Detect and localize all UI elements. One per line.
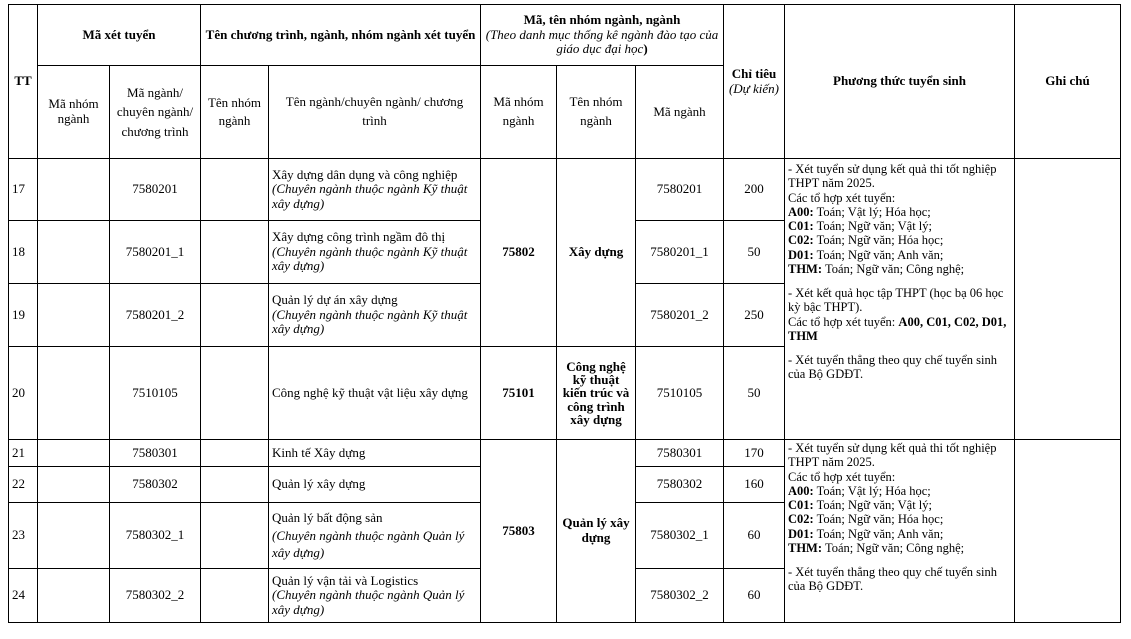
cell-ten-nhom	[201, 284, 269, 347]
cell-ma: 7580302_2	[110, 569, 201, 623]
subheader-ma-nganh-chuyen: Mã ngành/ chuyên ngành/ chương trình	[110, 66, 201, 159]
program-name: Xây dựng công trình ngầm đô thị	[272, 229, 446, 245]
cell-ten-nhom	[201, 569, 269, 623]
cell-ma: 7510105	[110, 347, 201, 440]
method-2-d01: Toán; Ngữ văn; Anh văn;	[816, 526, 944, 541]
header-tt: TT	[9, 5, 38, 159]
method-2-thm: Toán; Ngữ văn; Công nghệ;	[824, 540, 965, 555]
cell-tt: 19	[9, 284, 38, 347]
cell-chi-tieu: 50	[724, 221, 785, 284]
group-name-cong-nghe: Công nghệ kỹ thuật kiến trúc và công trình xây dựng	[557, 347, 636, 440]
subheader-ma-nganh: Mã ngành	[636, 66, 724, 159]
cell-ma-nhom	[38, 347, 110, 440]
method-2-thm-code: THM:	[788, 540, 823, 555]
method-1-hoc-ba-tohop: A00, C01, C02, D01, THM	[788, 314, 1007, 343]
method-1-d01: Toán; Ngữ văn; Anh văn;	[816, 247, 944, 262]
cell-ma: 7580201	[110, 159, 201, 221]
method-1-hoc-ba-label: Các tổ hợp xét tuyển:	[788, 314, 896, 329]
header-ma-xet-tuyen: Mã xét tuyển	[38, 5, 201, 66]
program-name: Quản lý vận tải và Logistics	[272, 572, 419, 588]
admissions-table-container	[8, 4, 1121, 623]
method-1-c01-code: C01:	[788, 219, 814, 233]
method-1-d01-code: D01:	[788, 247, 814, 262]
cell-ma: 7580302_1	[110, 503, 201, 569]
subheader-ten-nganh-chuyen: Tên ngành/chuyên ngành/ chương trình	[269, 66, 481, 159]
cell-ma: 7580301	[110, 440, 201, 467]
method-1-tohop-label: Các tổ hợp xét tuyển:	[788, 190, 896, 205]
method-1-thm: Toán; Ngữ văn; Công nghệ;	[824, 261, 965, 276]
cell-chi-tieu: 170	[724, 440, 785, 467]
method-1-thang: - Xét tuyển thẳng theo quy chế tuyển sinh của Bộ GDĐT.	[788, 353, 997, 382]
cell-tt: 20	[9, 347, 38, 440]
header-chi-tieu	[724, 5, 785, 159]
cell-ten-nganh	[269, 569, 481, 623]
header-ghi-chu: Ghi chú	[1015, 5, 1121, 159]
group-code-75101: 75101	[481, 347, 557, 440]
method-2-a00-code: A00:	[788, 483, 814, 498]
cell-chi-tieu: 60	[724, 569, 785, 623]
cell-ten-nganh: Quản lý xây dựng	[269, 467, 481, 503]
cell-ma-nganh: 7580201_1	[636, 221, 724, 284]
method-2-c01: Toán; Ngữ văn; Vật lý;	[816, 498, 932, 512]
cell-tt: 23	[9, 503, 38, 569]
cell-ma-nhom	[38, 440, 110, 467]
header-du-kien: (Dự kiến)	[728, 80, 780, 96]
method-2-thang: - Xét tuyển thẳng theo quy chế tuyển sinh của Bộ GDĐT.	[788, 565, 997, 594]
cell-chi-tieu: 160	[724, 467, 785, 503]
admissions-table	[8, 4, 1121, 623]
method-2-a00: Toán; Vật lý; Hóa học;	[816, 483, 931, 498]
cell-ma: 7580201_2	[110, 284, 201, 347]
cell-ma-nhom	[38, 221, 110, 284]
cell-chi-tieu: 50	[724, 347, 785, 440]
cell-ma-nganh: 7580301	[636, 440, 724, 467]
cell-ma-nhom	[38, 503, 110, 569]
subheader-ten-nhom-nganh-2: Tên nhóm ngành	[557, 66, 636, 159]
subheader-ma-nhom-nganh: Mã nhóm ngành	[38, 66, 110, 159]
method-2-thpt: - Xét tuyển sử dụng kết quả thi tốt nghiệp THPT năm 2025.	[788, 441, 997, 470]
program-note: (Chuyên ngành thuộc ngành Quản lý xây dựng)	[272, 527, 465, 561]
cell-ma-nganh: 7580302_1	[636, 503, 724, 569]
cell-ten-nhom	[201, 440, 269, 467]
cell-tt: 22	[9, 467, 38, 503]
method-1-thpt: - Xét tuyển sử dụng kết quả thi tốt nghiệp THPT năm 2025.	[788, 162, 997, 191]
cell-chi-tieu: 200	[724, 159, 785, 221]
method-1-a00: Toán; Vật lý; Hóa học;	[816, 204, 931, 219]
cell-ten-nganh	[269, 503, 481, 569]
cell-ma-nhom	[38, 159, 110, 221]
ghi-chu-1	[1015, 159, 1121, 440]
table-row	[9, 440, 1121, 467]
header-ten-chuong-trinh: Tên chương trình, ngành, nhóm ngành xét tuyển	[201, 5, 481, 66]
group-code-75802: 75802	[481, 159, 557, 347]
group-name-xay-dung: Xây dựng	[557, 159, 636, 347]
cell-tt: 18	[9, 221, 38, 284]
cell-ma-nganh: 7580201	[636, 159, 724, 221]
cell-ma-nganh: 7580201_2	[636, 284, 724, 347]
cell-ten-nganh	[269, 159, 481, 221]
program-note: (Chuyên ngành thuộc ngành Kỹ thuật xây dựng)	[272, 243, 468, 274]
method-1-c01: Toán; Ngữ văn; Vật lý;	[816, 219, 932, 233]
cell-ten-nganh: Công nghệ kỹ thuật vật liệu xây dựng	[269, 347, 481, 440]
cell-tt: 24	[9, 569, 38, 623]
header-ma-ten-nhom-note: (Theo danh mục thống kê ngành đào tạo của giáo dục đại học	[485, 26, 719, 57]
cell-ma: 7580302	[110, 467, 201, 503]
cell-ma-nhom	[38, 467, 110, 503]
group-name-quan-ly: Quản lý xây dựng	[557, 440, 636, 623]
cell-tt: 21	[9, 440, 38, 467]
cell-chi-tieu: 250	[724, 284, 785, 347]
header-chi-tieu-label: Chỉ tiêu	[731, 65, 777, 81]
method-2-c01-code: C01:	[788, 498, 814, 512]
cell-ma-nhom	[38, 284, 110, 347]
cell-ma-nhom	[38, 569, 110, 623]
program-name: Xây dựng dân dụng và công nghiệp	[272, 166, 458, 182]
method-1-hoc-ba: - Xét kết quả học tập THPT (học bạ 06 học kỳ bậc THPT).	[788, 286, 1004, 315]
ghi-chu-2	[1015, 440, 1121, 623]
cell-ten-nganh	[269, 284, 481, 347]
header-ma-ten-nhom-paren: )	[643, 41, 648, 57]
method-2-c02-code: C02:	[788, 512, 814, 527]
cell-ten-nhom	[201, 467, 269, 503]
cell-ten-nhom	[201, 347, 269, 440]
program-note: (Chuyên ngành thuộc ngành Quản lý xây dựng)	[272, 587, 465, 617]
cell-ma-nganh: 7510105	[636, 347, 724, 440]
header-ma-ten-nhom-title: Mã, tên nhóm ngành, ngành	[523, 12, 681, 28]
cell-ma-nganh: 7580302	[636, 467, 724, 503]
program-note: (Chuyên ngành thuộc ngành Kỹ thuật xây dựng)	[272, 181, 468, 211]
program-name: Quản lý bất động sản	[272, 510, 383, 526]
cell-ten-nhom	[201, 159, 269, 221]
cell-ma: 7580201_1	[110, 221, 201, 284]
method-2-tohop-label: Các tổ hợp xét tuyển:	[788, 469, 896, 484]
cell-chi-tieu: 60	[724, 503, 785, 569]
method-1-thm-code: THM:	[788, 261, 823, 276]
subheader-ma-nhom-nganh-2: Mã nhóm ngành	[481, 66, 557, 159]
cell-ma-nganh: 7580302_2	[636, 569, 724, 623]
header-ma-ten-nhom	[481, 5, 724, 66]
subheader-ten-nhom-nganh: Tên nhóm ngành	[201, 66, 269, 159]
method-1-a00-code: A00:	[788, 204, 814, 219]
program-name: Quản lý dự án xây dựng	[272, 292, 398, 308]
cell-ten-nganh	[269, 221, 481, 284]
method-block-2	[785, 440, 1015, 623]
method-block-1	[785, 159, 1015, 440]
table-row	[9, 159, 1121, 221]
header-phuong-thuc: Phương thức tuyển sinh	[785, 5, 1015, 159]
method-2-d01-code: D01:	[788, 526, 814, 541]
cell-ten-nganh: Kinh tế Xây dựng	[269, 440, 481, 467]
program-note: (Chuyên ngành thuộc ngành Kỹ thuật xây dựng)	[272, 306, 468, 337]
method-1-c02-code: C02:	[788, 233, 814, 248]
method-1-c02: Toán; Ngữ văn; Hóa học;	[816, 233, 944, 248]
group-code-75803: 75803	[481, 440, 557, 623]
cell-ten-nhom	[201, 503, 269, 569]
cell-ten-nhom	[201, 221, 269, 284]
cell-tt: 17	[9, 159, 38, 221]
method-2-c02: Toán; Ngữ văn; Hóa học;	[816, 512, 944, 527]
